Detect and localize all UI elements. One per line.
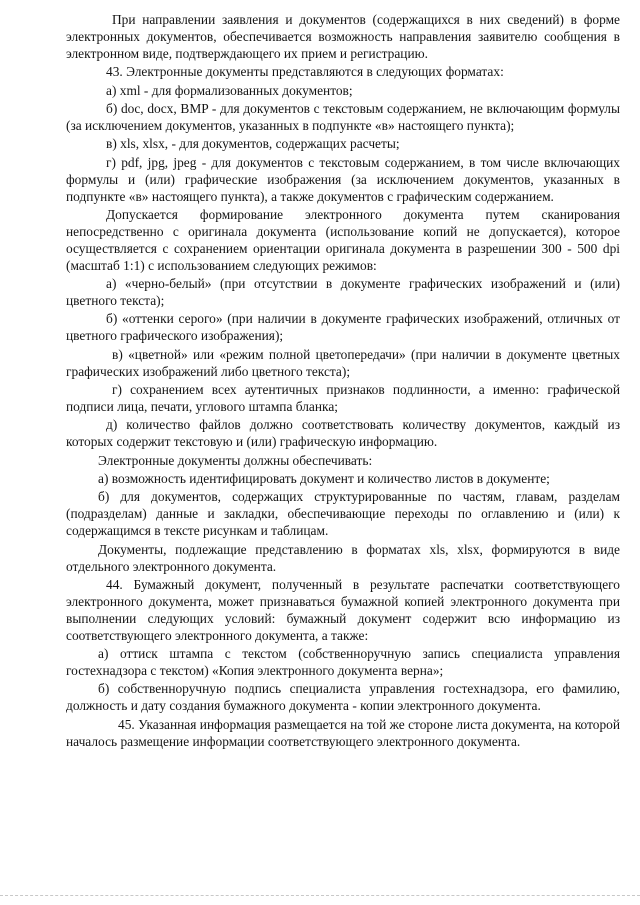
- paragraph-scanning: Допускается формирование электронного документа путем сканирования непосредственно с оригинала документа (использование копий не допускается), которое осуществляется с сохранением ориентации оригинала документа в разрешении 300 - 500 dpi (масштаб 1:1) с использованием следующих режимов:: [66, 206, 620, 273]
- paragraph-45: 45. Указанная информация размещается на той же стороне листа документа, на которой началось размещение информации соответствующего электронного документа.: [66, 716, 620, 749]
- list-item-authenticity: г) сохранением всех аутентичных признаков подлинности, а именно: графической подписи лица, печати, углового штампа бланка;: [66, 382, 620, 414]
- list-item-grayscale: б) «оттенки серого» (при наличии в документе графических изображений, отличных от цветного графического изображения);: [66, 311, 620, 344]
- list-item-stamp: а) оттиск штампа с текстом (собственноручную запись специалиста управления гостехнадзора с текстом) «Копия электронного документа верна»;: [66, 646, 620, 679]
- paragraph-requirements: Электронные документы должны обеспечивать:: [98, 452, 373, 468]
- paragraph-intro: При направлении заявления и документов (содержащихся в них сведений) в форме электронных документов, обеспечивается возможность направления заявителю сообщения в электронном виде, подтверждающего их прием и регистрацию.: [66, 12, 620, 61]
- list-item-doc: б) doc, docx, BMP - для документов с текстовым содержанием, не включающим формулы (за исключением документов, указанных в подпункте «в» настоящего пункта);: [66, 101, 620, 133]
- page-bottom-divider: [0, 895, 640, 896]
- paragraph-43-heading: 43. Электронные документы представляются в следующих форматах:: [106, 64, 504, 80]
- list-item-file-count: д) количество файлов должно соответствовать количеству документов, каждый из которых содержит текстовую и (или) графическую информацию.: [66, 417, 620, 450]
- list-item-pdf: г) pdf, jpg, jpeg - для документов с текстовым содержанием, в том числе включающих формулы и (или) графические изображения (за исключением документов, указанных в подпункте «в» настоящего пункта), а также документов с графическим содержанием.: [66, 154, 620, 204]
- paragraph-xls-separate: Документы, подлежащие представлению в форматах xls, xlsx, формируются в виде отдельного электронного документа.: [66, 541, 620, 574]
- list-item-identify: а) возможность идентифицировать документ и количество листов в документе;: [98, 471, 550, 487]
- list-item-xls: в) xls, xlsx, - для документов, содержащих расчеты;: [106, 136, 400, 152]
- list-item-bw: а) «черно-белый» (при отсутствии в документе графических изображений и (или) цветного текста);: [66, 276, 620, 308]
- list-item-xml: а) xml - для формализованных документов;: [106, 82, 353, 98]
- document-page: [66, 12, 620, 752]
- list-item-color: в) «цветной» или «режим полной цветопередачи» (при наличии в документе цветных графических изображений либо цветного текста);: [66, 346, 620, 379]
- list-item-signature: б) собственноручную подпись специалиста управления гостехнадзора, его фамилию, должность и дату создания бумажного документа - копии электронного документа.: [66, 681, 620, 714]
- list-item-structured: б) для документов, содержащих структурированные по частям, главам, разделам (подразделам) данные и закладки, обеспечивающие переходы по оглавлению и (или) к содержащимся в тексте рисункам и таблицам.: [66, 489, 620, 539]
- paragraph-44: 44. Бумажный документ, полученный в результате распечатки соответствующего электронного документа, может признаваться бумажной копией электронного документа при выполнении следующих условий: бумажный документ содержит всю информацию из соответствующего электронного документа, а также:: [66, 577, 620, 643]
